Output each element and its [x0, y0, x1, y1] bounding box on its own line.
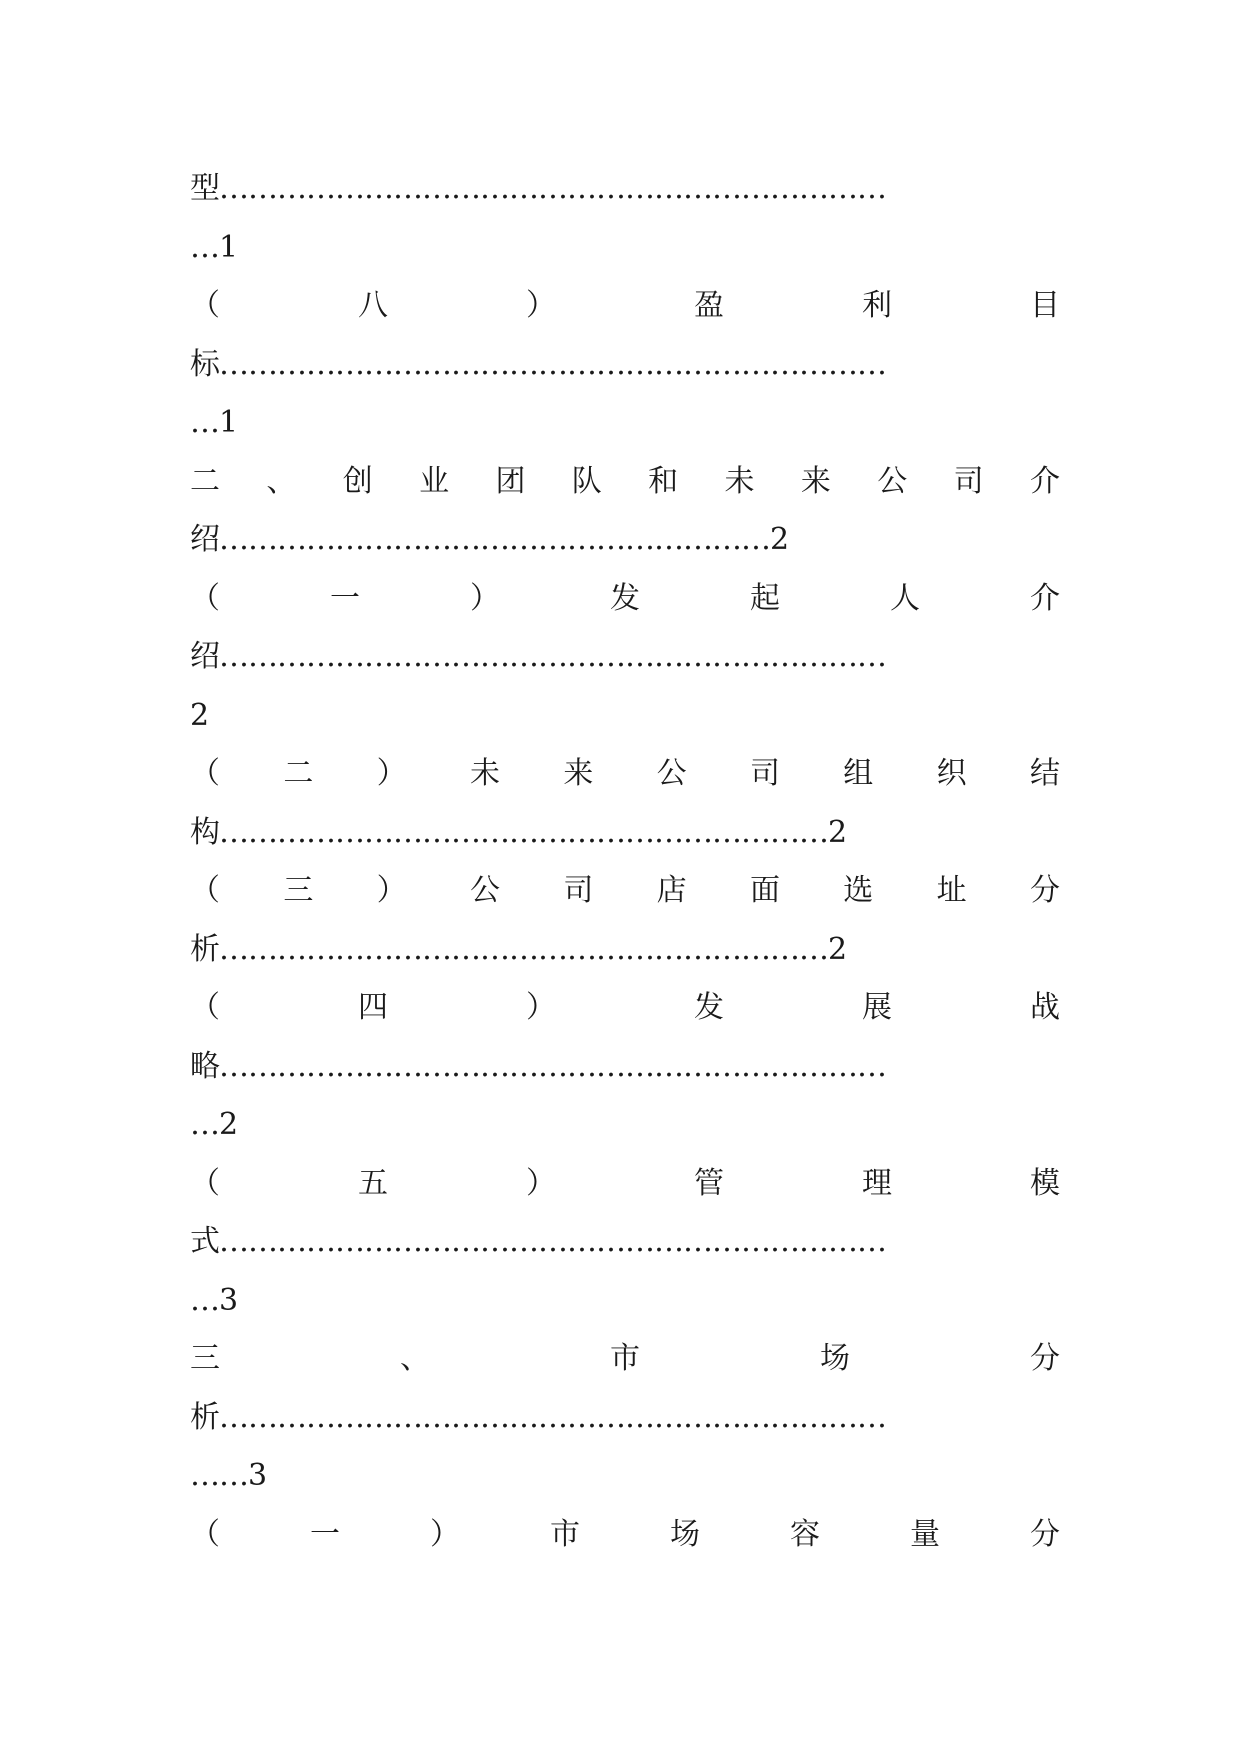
toc-line [190, 1389, 1060, 1448]
toc-heading-char: 队 [571, 463, 602, 499]
toc-heading-char: （ [190, 756, 220, 792]
toc-heading-char: 盈 [694, 288, 724, 324]
toc-heading-char: 市 [610, 1341, 640, 1377]
toc-heading-char: 介 [1030, 580, 1060, 616]
toc-heading-char: 发 [610, 580, 640, 616]
table-of-contents [190, 160, 1060, 1564]
toc-heading-char: 三 [190, 1341, 220, 1377]
toc-heading-char: 来 [800, 463, 831, 499]
toc-line [190, 921, 1060, 980]
toc-heading-char: 三 [283, 873, 314, 909]
toc-heading-char: 未 [724, 463, 755, 499]
toc-line [190, 160, 1060, 219]
toc-heading-char: （ [190, 873, 220, 909]
toc-heading-char: 模 [1030, 1165, 1060, 1201]
toc-line [190, 570, 1060, 629]
toc-line [190, 336, 1060, 395]
toc-heading-char: ） [470, 580, 500, 616]
toc-heading-char: 结 [1029, 756, 1060, 792]
toc-heading-char: 容 [790, 1516, 820, 1552]
toc-line [190, 219, 1060, 278]
toc-line-text: 型…………………………………………………………… [190, 171, 886, 207]
toc-line [190, 1272, 1060, 1331]
toc-heading-char: 战 [1030, 990, 1060, 1026]
toc-heading-char: 量 [910, 1516, 940, 1552]
toc-heading-char: （ [190, 288, 220, 324]
toc-heading-char: 业 [419, 463, 450, 499]
toc-heading-char: ） [376, 756, 407, 792]
toc-line-text: …3 [190, 1282, 238, 1318]
toc-line-text: 2 [190, 697, 209, 733]
toc-heading-char: 四 [358, 990, 388, 1026]
toc-heading-char: （ [190, 580, 220, 616]
toc-heading-char: 组 [843, 756, 874, 792]
toc-heading-char: 管 [694, 1165, 724, 1201]
toc-line-text: …1 [190, 229, 238, 265]
toc-heading-char: 、 [266, 463, 297, 499]
toc-line-text: …1 [190, 405, 238, 441]
toc-heading-char: 分 [1030, 1516, 1060, 1552]
toc-line [190, 277, 1060, 336]
toc-line-text: 式…………………………………………………………… [190, 1224, 886, 1260]
toc-heading-char: 司 [563, 873, 594, 909]
toc-line [190, 1330, 1060, 1389]
toc-heading-char: 八 [358, 288, 388, 324]
toc-line [190, 1038, 1060, 1097]
toc-line [190, 453, 1060, 512]
toc-heading-char: 司 [749, 756, 780, 792]
toc-heading-char: 分 [1030, 1341, 1060, 1377]
toc-heading-char: 司 [953, 463, 984, 499]
toc-heading-char: ） [376, 873, 407, 909]
toc-heading-char: 公 [469, 873, 500, 909]
toc-heading-char: （ [190, 1516, 220, 1552]
toc-line [190, 1155, 1060, 1214]
toc-heading-char: 一 [330, 580, 360, 616]
toc-line-text: ……3 [190, 1458, 267, 1494]
toc-heading-char: ） [526, 288, 556, 324]
toc-heading-char: 展 [862, 990, 892, 1026]
toc-line [190, 745, 1060, 804]
toc-heading-char: 创 [342, 463, 373, 499]
toc-heading-char: 理 [862, 1165, 892, 1201]
toc-heading-char: 起 [750, 580, 780, 616]
toc-line-text: 析…………………………………………………………… [190, 1399, 886, 1435]
toc-heading-char: （ [190, 990, 220, 1026]
toc-line-text: 绍…………………………………………………2 [190, 522, 789, 558]
toc-line [190, 687, 1060, 746]
toc-heading-char: ） [526, 1165, 556, 1201]
toc-line-text: 略…………………………………………………………… [190, 1048, 886, 1084]
toc-heading-char: 、 [400, 1341, 430, 1377]
toc-heading-char: （ [190, 1165, 220, 1201]
toc-heading-char: 市 [550, 1516, 580, 1552]
toc-heading-char: 选 [843, 873, 874, 909]
toc-heading-char: 介 [1029, 463, 1060, 499]
toc-line [190, 862, 1060, 921]
toc-line-text: 构………………………………………………………2 [190, 814, 847, 850]
toc-line-text: 析………………………………………………………2 [190, 931, 847, 967]
toc-heading-char: 址 [936, 873, 967, 909]
toc-line-text: …2 [190, 1107, 238, 1143]
toc-heading-char: 公 [656, 756, 687, 792]
toc-heading-char: 未 [469, 756, 500, 792]
toc-line [190, 1506, 1060, 1565]
toc-heading-char: 织 [936, 756, 967, 792]
toc-heading-char: 场 [820, 1341, 850, 1377]
toc-line [190, 979, 1060, 1038]
toc-heading-char: 二 [283, 756, 314, 792]
toc-line-text: 标…………………………………………………………… [190, 346, 886, 382]
toc-line-text: 绍…………………………………………………………… [190, 639, 886, 675]
toc-heading-char: 面 [749, 873, 780, 909]
toc-heading-char: 店 [656, 873, 687, 909]
toc-line [190, 394, 1060, 453]
toc-line [190, 628, 1060, 687]
toc-heading-char: ） [526, 990, 556, 1026]
toc-heading-char: 二 [190, 463, 220, 499]
toc-heading-char: 公 [877, 463, 908, 499]
toc-heading-char: 来 [563, 756, 594, 792]
toc-line [190, 1213, 1060, 1272]
toc-line [190, 511, 1060, 570]
toc-heading-char: ） [430, 1516, 460, 1552]
toc-heading-char: 人 [890, 580, 920, 616]
toc-heading-char: 一 [310, 1516, 340, 1552]
toc-heading-char: 团 [495, 463, 526, 499]
toc-heading-char: 目 [1030, 288, 1060, 324]
toc-heading-char: 场 [670, 1516, 700, 1552]
toc-line [190, 1447, 1060, 1506]
toc-heading-char: 发 [694, 990, 724, 1026]
toc-line [190, 804, 1060, 863]
toc-heading-char: 利 [862, 288, 892, 324]
toc-heading-char: 和 [648, 463, 679, 499]
toc-line [190, 1096, 1060, 1155]
toc-heading-char: 分 [1029, 873, 1060, 909]
toc-heading-char: 五 [358, 1165, 388, 1201]
